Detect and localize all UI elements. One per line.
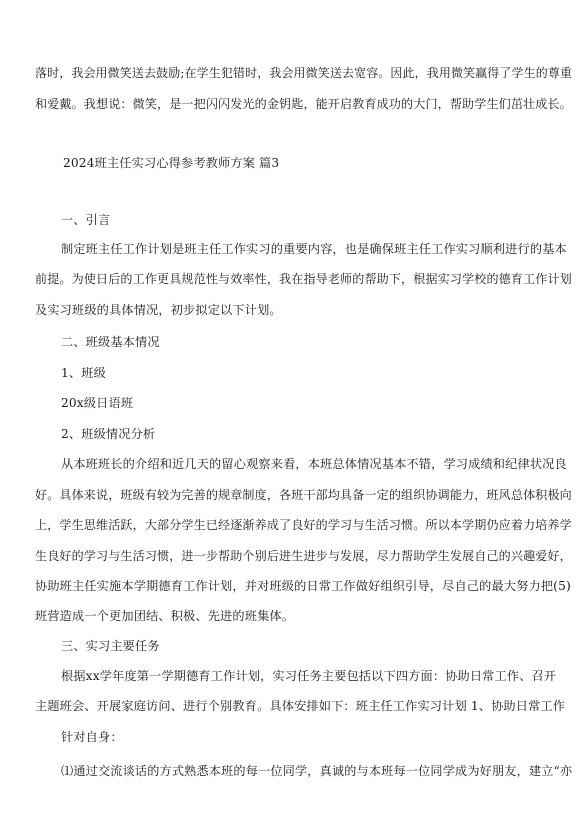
paragraph-line: 针对自身： (61, 730, 123, 744)
paragraph-line: 制定班主任工作计划是班主任工作实习的重要内容，也是确保班主任工作实习顺利进行的基本 (61, 242, 567, 256)
heading-class-info: 二、班级基本情况 (61, 335, 160, 349)
paragraph-line: 班营造成一个更加团结、积极、先进的班集体。 (35, 609, 295, 623)
heading-main-tasks: 三、实习主要任务 (61, 639, 160, 653)
subheading-class-analysis: 2、班级情况分析 (61, 427, 156, 441)
subheading-class: 1、班级 (61, 366, 106, 380)
paragraph-line: 生良好的学习与生活习惯，进一步帮助个别后进生进步与发展，尽力帮助学生发展自己的兴趣爱好， (35, 549, 572, 563)
paragraph-line: 协助班主任实施本学期德育工作计划，并对班级的日常工作做好组织引导，尽自己的最大努力把(5) (35, 579, 571, 593)
section-title: 2024班主任实习心得参考教师方案 篇3 (63, 156, 280, 170)
paragraph-line: 主题班会、开展家庭访问、进行个别教育。具体安排如下：班主任工作实习计划 1、协助日常工作 (35, 699, 566, 713)
class-name: 20x级日语班 (61, 396, 134, 410)
paragraph-line: 和爱戴。我想说：微笑，是一把闪闪发光的金钥匙，能开启教育成功的大门，帮助学生们茁壮成长。 (35, 97, 572, 111)
paragraph-line: 从本班班长的介绍和近几天的留心观察来看，本班总体情况基本不错，学习成绩和纪律状况良 (61, 457, 567, 471)
heading-introduction: 一、引言 (61, 213, 111, 227)
paragraph-line: 好。具体来说，班级有较为完善的规章制度，各班干部均具备一定的组织协调能力，班风总体积极向 (35, 488, 572, 502)
paragraph-line: 上，学生思维活跃，大部分学生已经逐渐养成了良好的学习与生活习惯。所以本学期仍应着力培养学 (35, 518, 572, 532)
paragraph-line: 根据xx学年度第一学期德育工作计划，实习任务主要包括以下四方面：协助日常工作、召开 (61, 669, 557, 683)
paragraph-line: 及实习班级的具体情况，初步拟定以下计划。 (35, 303, 282, 317)
paragraph-line: 前提。为使日后的工作更具规范性与效率性，我在指导老师的帮助下，根据实习学校的德育工作计划 (35, 272, 572, 286)
paragraph-line: 落时，我会用微笑送去鼓励;在学生犯错时，我会用微笑送去宽容。因此，我用微笑赢得了学生的尊重 (35, 66, 573, 80)
paragraph-line: ⑴通过交流谈话的方式熟悉本班的每一位同学，真诚的与本班每一位同学成为好朋友，建立“亦 (61, 764, 573, 778)
